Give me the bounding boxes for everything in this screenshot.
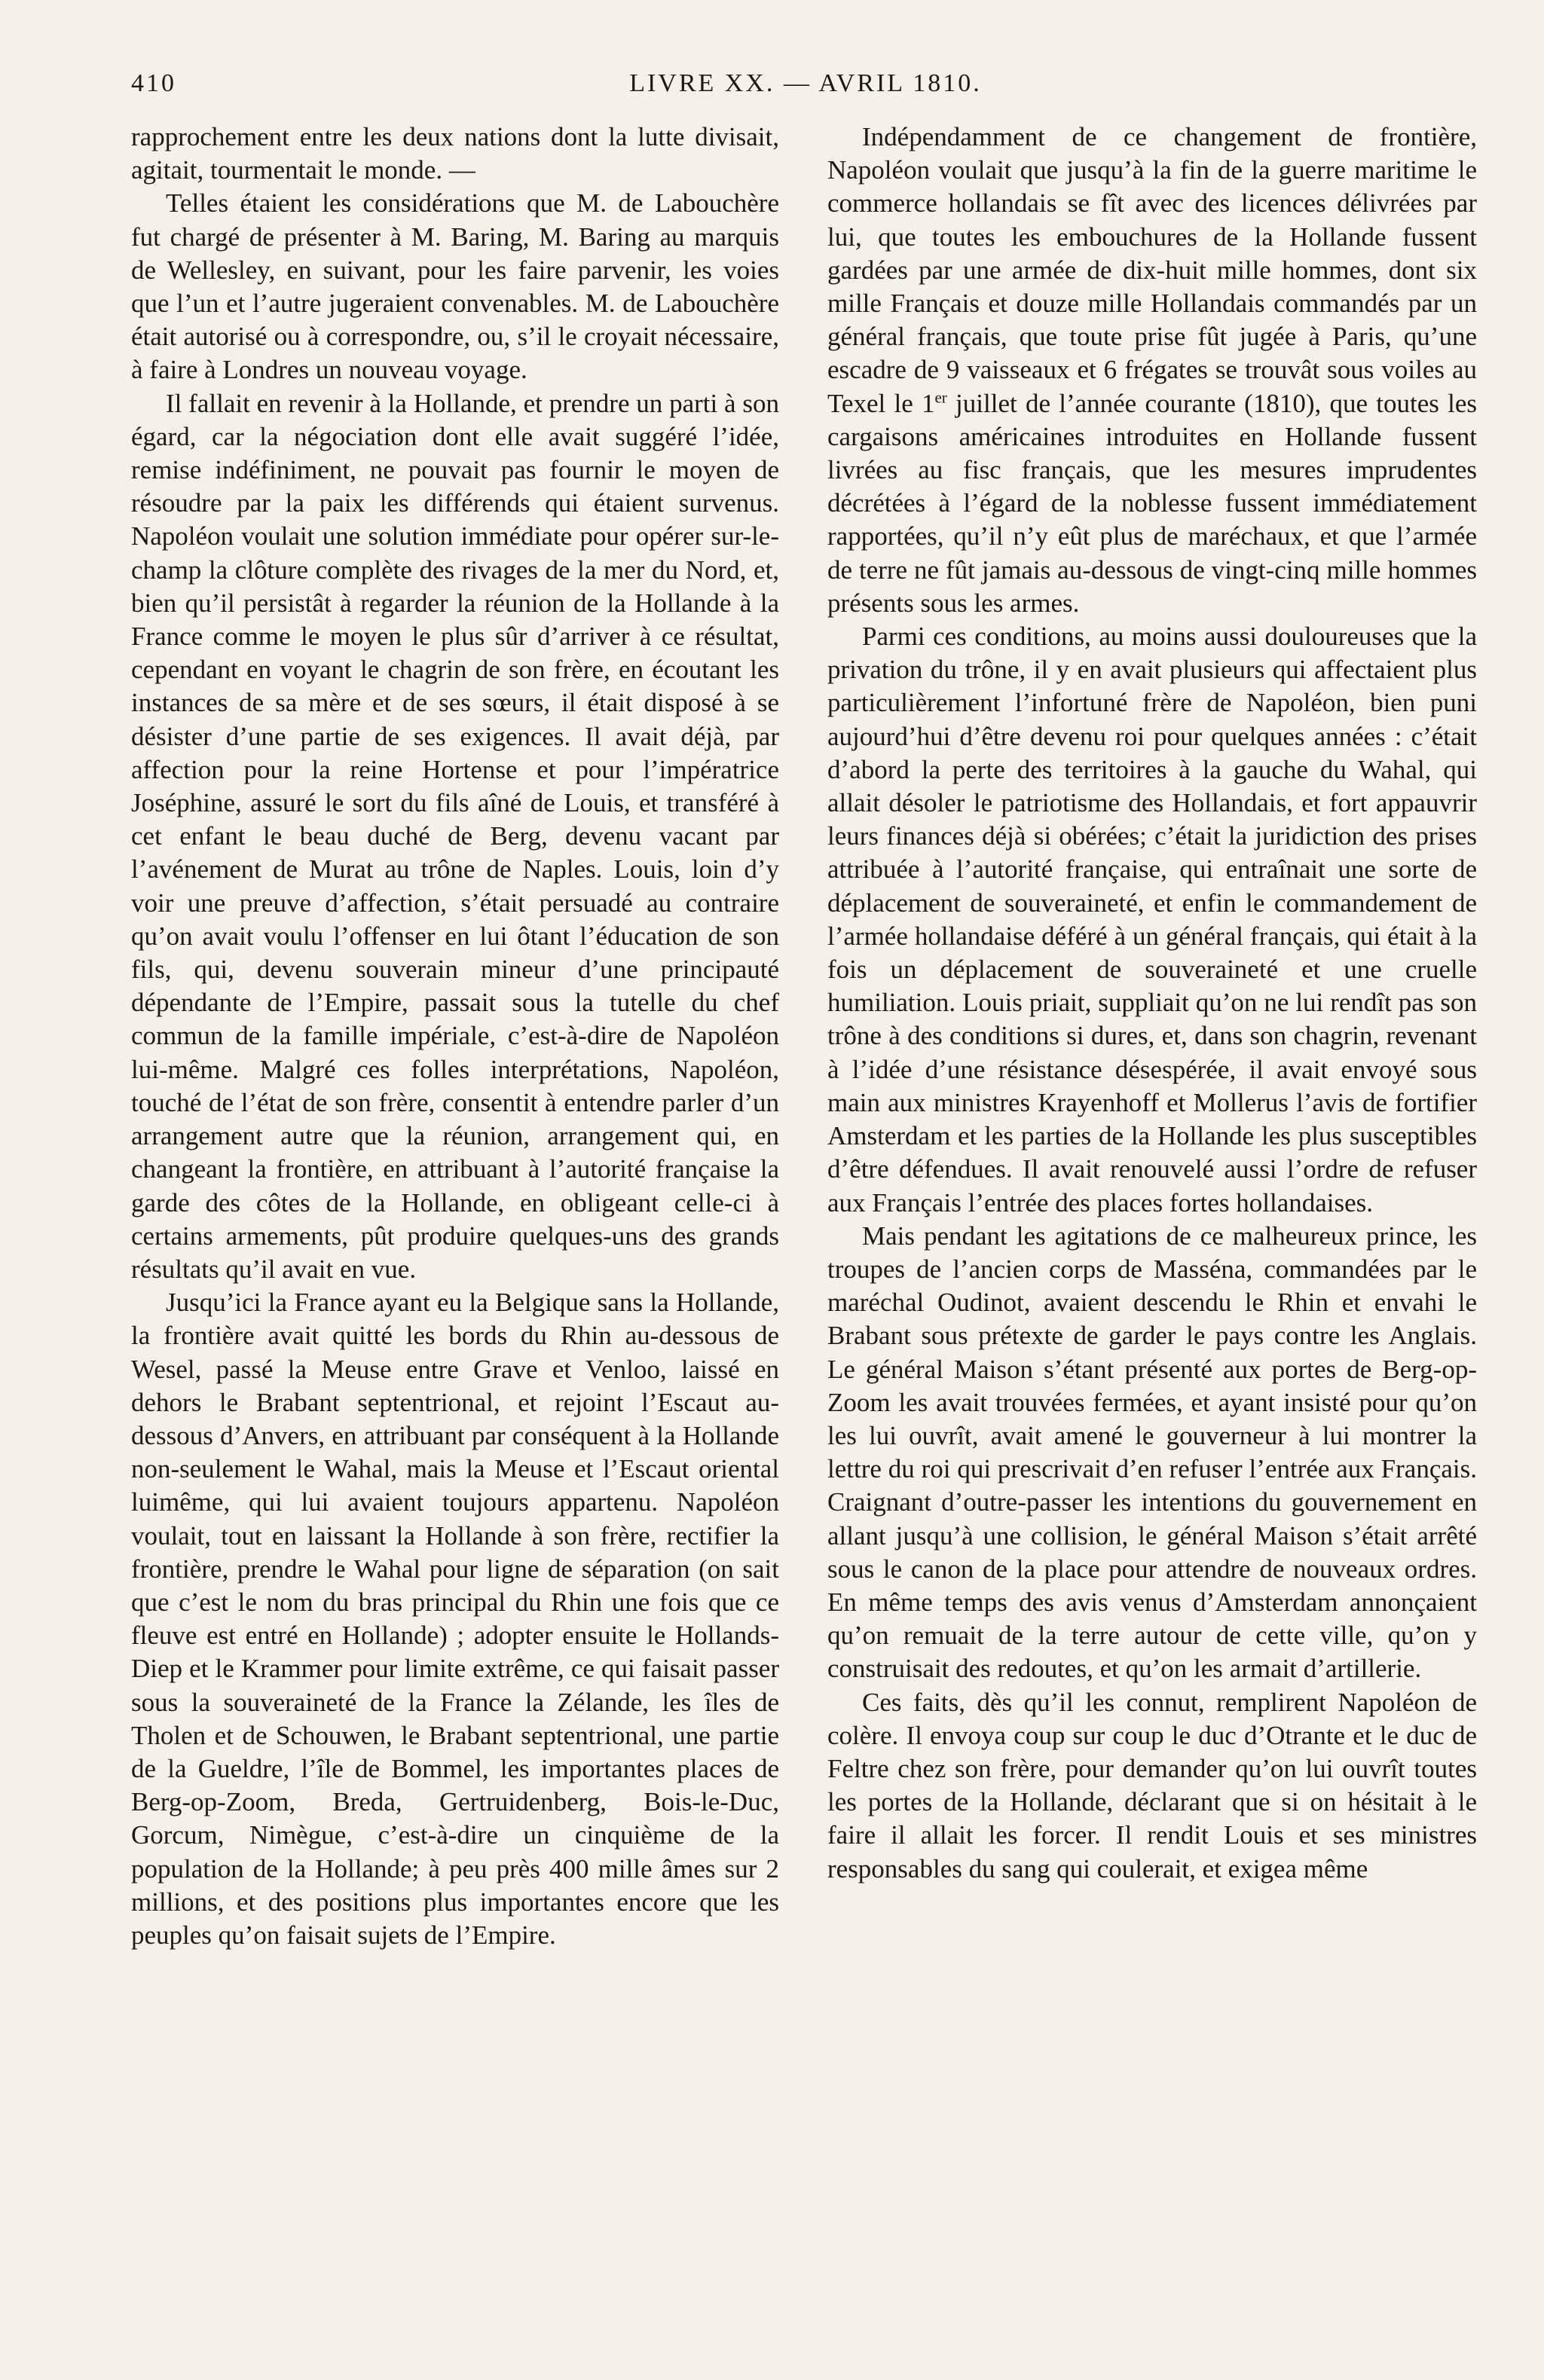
paragraph: Mais pendant les agitations de ce malheureux prince, les troupes de l’ancien corps de Masséna, commandées par le maréchal Oudinot, avaient descendu le Rhin et envahi le Brabant sous prétexte de garder le pays contre les Anglais. Le général Maison s’étant présenté aux portes de Berg-op-Zoom les avait trouvées fermées, et ayant insisté pour qu’on les lui ouvrît, avait amené le gouverneur à lui montrer la lettre du roi qui prescrivait d’en refuser l’entrée aux Français. Craignant d’outre-passer les intentions du gouvernement en allant jusqu’à une collision, le général Maison s’était arrêté sous le canon de la place pour attendre de nouveaux ordres. En même temps des avis venus d’Amsterdam annonçaient qu’on remuait de la terre autour de cette ville, qu’on y construisait des redoutes, et qu’on les armait d’artillerie. (827, 1221, 1477, 1684)
paragraph: Jusqu’ici la France ayant eu la Belgique sans la Hollande, la frontière avait quitté les bords du Rhin au-dessous de Wesel, passé la Meuse entre Grave et Venloo, laissé en dehors le Brabant septentrional, et rejoint l’Escaut au-dessous d’Anvers, en attribuant par conséquent à la Hollande non-seulement le Wahal, mais la Meuse et l’Escaut oriental luimême, qui lui avaient toujours appartenu. Napoléon voulait, tout en laissant la Hollande à son frère, rectifier la frontière, prendre le Wahal pour ligne de séparation (on sait que c’est le nom du bras principal du Rhin une fois que ce fleuve est entré en Hollande) ; adopter ensuite le Hollands-Diep et le Krammer pour limite extrême, ce qui faisait passer sous la souveraineté de la France la Zélande, les îles de Tholen et de Schouwen, le Brabant septentrional, une partie de la Gueldre, l’île de Bommel, les importantes places de Berg-op-Zoom, Breda, Gertruidenberg, Bois-le-Duc, Gorcum, Nimègue, c’est-à-dire un cinquième de la population de la Hollande; à peu près 400 mille âmes sur 2 millions, et des positions plus importantes encore que les peuples qu’on faisait sujets de l’Empire. (131, 1288, 779, 1950)
right-column (827, 121, 1477, 1886)
paragraph-text: juillet de l’année courante (1810), que toutes les cargaisons américaines introduites en Hollande fussent livrées au fisc français, que les mesures imprudentes décrétées à l’égard de la noblesse fussent immédiatement rapportées, qu’il n’y eût plus de maréchaux, et que l’armée de terre ne fût jamais au-dessous de vingt-cinq mille hommes présents sous les armes. (827, 388, 1477, 618)
ordinal-superscript: er (934, 387, 947, 406)
paragraph: rapprochement entre les deux nations dont la lutte divisait, agitait, tourmentait le monde. — (131, 122, 779, 185)
left-column (131, 121, 779, 1952)
paragraph: Parmi ces conditions, au moins aussi douloureuses que la privation du trône, il y en avait plusieurs qui affectaient plus particulièrement l’infortuné frère de Napoléon, bien puni aujourd’hui d’être devenu roi pour quelques années : c’était d’abord la perte des territoires à la gauche du Wahal, qui allait désoler le patriotisme des Hollandais, et fort appauvrir leurs finances déjà si obérées; c’était la juridiction des prises attribuée à l’autorité française, qui entraînait une sorte de déplacement de souveraineté, et enfin le commandement de l’armée hollandaise déféré à un général français, qui était à la fois un déplacement de souveraineté et une cruelle humiliation. Louis priait, suppliait qu’on ne lui rendît pas son trône à des conditions si dures, et, dans son chagrin, revenant à l’idée d’une résistance désespérée, il avait envoyé sous main aux ministres Krayenhoff et Mollerus l’avis de fortifier Amsterdam et les parties de la Hollande les plus susceptibles d’être défendues. Il avait renouvelé aussi l’ordre de refuser aux Français l’entrée des places fortes hollandaises. (827, 622, 1477, 1217)
running-title: LIVRE XX. — AVRIL 1810. (629, 69, 982, 97)
paragraph: Il fallait en revenir à la Hollande, et prendre un parti à son égard, car la négociation dont elle avait suggéré l’idée, remise indéfiniment, ne pouvait pas fournir le moyen de résoudre par la paix les différends qui étaient survenus. Napoléon voulait une solution immédiate pour opérer sur-le-champ la clôture complète des rivages de la mer du Nord, et, bien qu’il persistât à regarder la réunion de la Hollande à la France comme le moyen le plus sûr d’arriver à ce résultat, cependant en voyant le chagrin de son frère, en écoutant les instances de sa mère et de ses sœurs, il était disposé à se désister d’une partie de ses exigences. Il avait déjà, par affection pour la reine Hortense et pour l’impératrice Joséphine, assuré le sort du fils aîné de Louis, et transféré à cet enfant le beau duché de Berg, devenu vacant par l’avénement de Murat au trône de Naples. Louis, loin d’y voir une preuve d’affection, s’était persuadé au contraire qu’on avait voulu l’offenser en lui ôtant l’éducation de son fils, qui, devenu souverain mineur d’une principauté dépendante de l’Empire, passait sous la tutelle du chef commun de la famille impériale, c’est-à-dire de Napoléon lui-même. Malgré ces folles interprétations, Napoléon, touché de l’état de son frère, consentit à entendre parler d’un arrangement autre que la réunion, arrangement qui, en changeant la frontière, en attribuant à l’autorité française la garde des côtes de la Hollande, en obligeant celle-ci à certains armements, pût produire quelques-uns des grands résultats qu’il avait en vue. (131, 388, 779, 1284)
page-number: 410 (131, 69, 176, 97)
paragraph (827, 121, 1477, 620)
page-header (131, 69, 1480, 107)
paragraph: Telles étaient les considérations que M. de Labouchère fut chargé de présenter à M. Baring, M. Baring au marquis de Wellesley, en suivant, pour les faire parvenir, les voies que l’un et l’autre jugeraient convenables. M. de Labouchère était autorisé ou à correspondre, ou, s’il le croyait nécessaire, à faire à Londres un nouveau voyage. (131, 188, 779, 385)
paragraph: Ces faits, dès qu’il les connut, remplirent Napoléon de colère. Il envoya coup sur coup le duc d’Otrante et le duc de Feltre chez son frère, pour demander qu’on lui ouvrît toutes les portes de la Hollande, déclarant que si on hésitait à le faire il allait les forcer. Il rendit Louis et ses ministres responsables du sang qui coulerait, et exigea même (827, 1687, 1477, 1884)
paragraph-text: Indépendamment de ce changement de frontière, Napoléon voulait que jusqu’à la fin de la guerre maritime le commerce hollandais se fît avec des licences délivrées par lui, que toutes les embouchures de la Hollande fussent gardées par une armée de dix-huit mille hommes, dont six mille Français et douze mille Hollandais commandés par un général français, que toute prise fût jugée à Paris, qu’une escadre de 9 vaisseaux et 6 frégates se trouvât sous voiles au Texel le 1 (827, 122, 1477, 418)
